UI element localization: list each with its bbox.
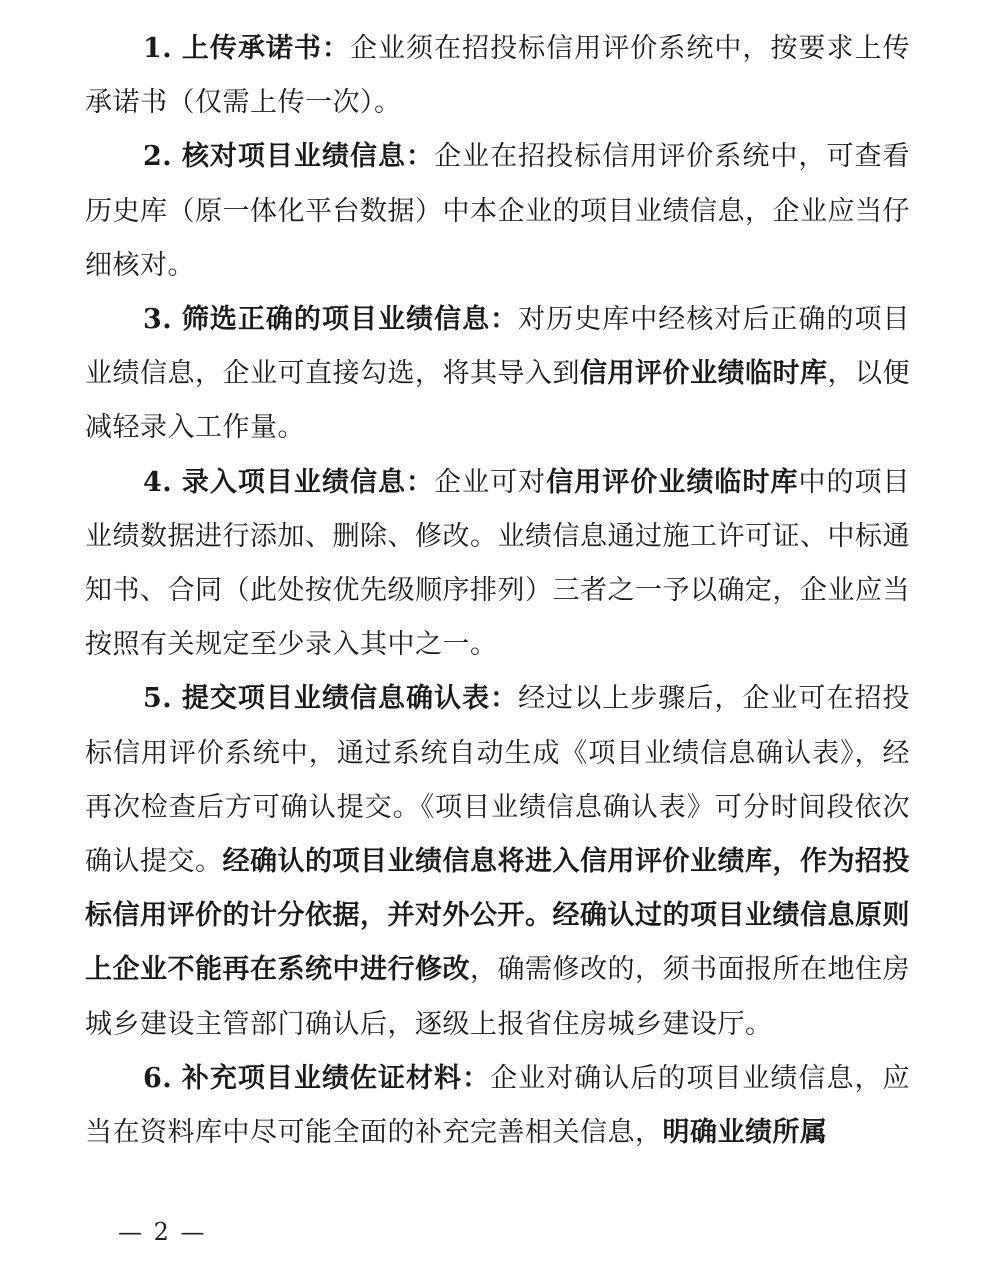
paragraph-emphasis: 信用评价业绩临时库 <box>580 358 828 390</box>
paragraph-emphasis: 信用评价业绩临时库 <box>546 466 799 498</box>
paragraph-5 <box>85 672 910 1051</box>
paragraph-6 <box>85 1052 910 1160</box>
paragraph-text: 经过以上步骤后，企业可在招投标信用评价系统中，通过系统自动生成《项目业绩信息确认表》，经再次检查后方可确认提交。《项目业绩信息确认表》可分时间段依次确认提交。 <box>85 683 911 878</box>
paragraph-title: 提交项目业绩信息确认表： <box>181 683 519 715</box>
paragraph-title: 上传承诺书： <box>181 33 350 64</box>
paragraph-text: 中的项目业绩数据进行添加、删除、修改。业绩信息通过施工许可证、中标通知书、合同（此处按优先级顺序排列）三者之一予以确定，企业应当按照有关规定至少录入其中之一。 <box>85 466 911 661</box>
paragraph-4 <box>85 456 910 673</box>
paragraph-number: 1. <box>143 33 173 64</box>
paragraph-text: ，以便减轻录入工作量。 <box>85 358 910 444</box>
paragraph-text: 企业须在招投标信用评价系统中，按要求上传承诺书（仅需上传一次）。 <box>85 33 911 119</box>
paragraph-text: 对历史库中经核对后正确的项目业绩信息，企业可直接勾选，将其导入到 <box>85 304 911 390</box>
paragraph-2 <box>85 130 910 293</box>
paragraph-emphasis: 经确认的项目业绩信息将进入信用评价业绩库，作为招投标信用评价的计分依据，并对外公开。经确认过的项目业绩信息原则上企业不能再在系统中进行修改 <box>85 846 910 986</box>
paragraph-text: 企业在招投标信用评价系统中，可查看历史库（原一体化平台数据）中本企业的项目业绩信息，企业应当仔细核对。 <box>85 141 911 281</box>
document-body <box>85 22 910 1160</box>
page-number: — 2 — <box>118 1218 207 1246</box>
paragraph-text: 企业可对 <box>434 466 547 498</box>
paragraph-emphasis: 明确业绩所属 <box>662 1117 828 1149</box>
paragraph-title: 核对项目业绩信息： <box>181 141 435 173</box>
paragraph-title: 录入项目业绩信息： <box>181 466 435 498</box>
paragraph-number: 3. <box>143 304 173 336</box>
paragraph-text: ，确需修改的，须书面报所在地住房城乡建设主管部门确认后，逐级上报省住房城乡建设厅。 <box>85 954 910 1040</box>
paragraph-1 <box>85 22 910 130</box>
paragraph-3 <box>85 293 910 456</box>
paragraph-number: 6. <box>143 1062 173 1094</box>
paragraph-number: 5. <box>143 683 173 715</box>
paragraph-text: 企业对确认后的项目业绩信息，应当在资料库中尽可能全面的补充完善相关信息， <box>85 1062 911 1149</box>
paragraph-number: 2. <box>143 141 173 173</box>
paragraph-number: 4. <box>143 466 173 498</box>
paragraph-title: 补充项目业绩佐证材料： <box>181 1062 491 1094</box>
paragraph-title: 筛选正确的项目业绩信息： <box>181 304 519 336</box>
